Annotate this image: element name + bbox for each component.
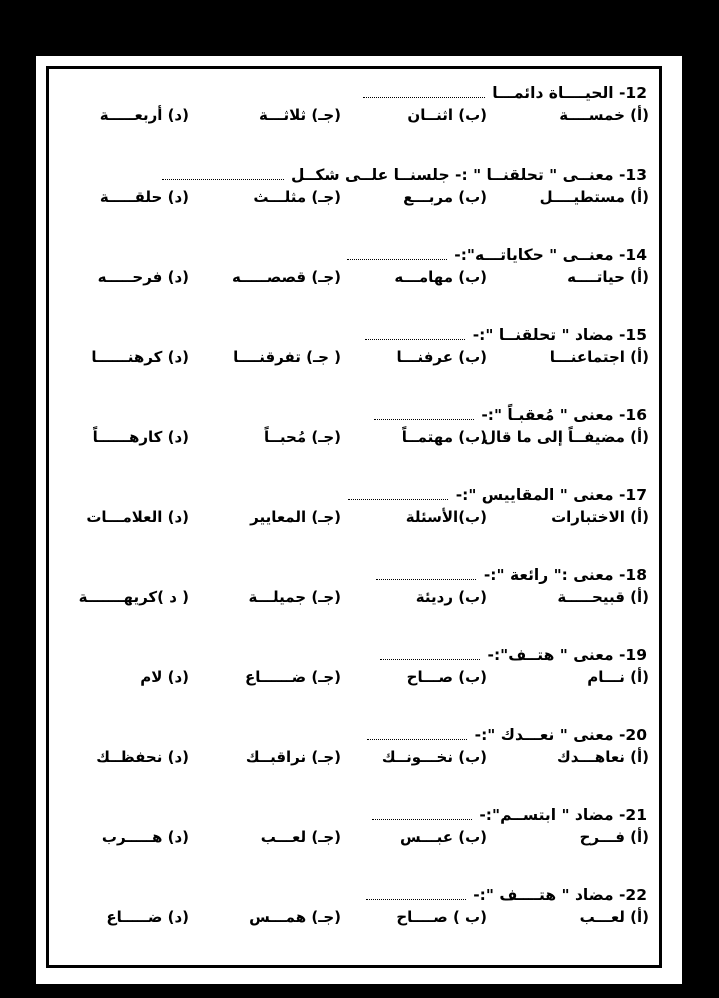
option-c[interactable]: (جـ) نراقبــك bbox=[245, 748, 341, 766]
answer-blank[interactable] bbox=[365, 325, 465, 340]
option-a[interactable]: (أ) نـــام bbox=[587, 668, 649, 686]
option-a[interactable]: (أ) اجتماعنـــا bbox=[549, 348, 649, 366]
option-b[interactable]: (ب) عرفنـــا bbox=[396, 348, 487, 366]
option-a[interactable]: (أ) مستطيــــل bbox=[539, 188, 649, 206]
option-d[interactable]: (د) حلقـــــة bbox=[99, 188, 189, 206]
option-c[interactable]: (جـ) لعـــب bbox=[260, 828, 341, 846]
option-c[interactable]: (جـ) جميلـــة bbox=[248, 588, 341, 606]
option-b[interactable]: (ب) مهتمــاً bbox=[401, 428, 487, 446]
answer-blank[interactable] bbox=[366, 885, 466, 900]
answer-blank[interactable] bbox=[380, 645, 480, 660]
option-b[interactable]: (ب ) صــــاح bbox=[396, 908, 487, 926]
option-b[interactable]: (ب) عبـــس bbox=[400, 828, 487, 846]
answer-blank[interactable] bbox=[348, 485, 448, 500]
option-b[interactable]: (ب) رديئة bbox=[415, 588, 487, 606]
option-c[interactable]: (جـ) همـــس bbox=[249, 908, 341, 926]
option-a[interactable]: (أ) الاختبارات bbox=[551, 508, 649, 526]
page-border bbox=[46, 66, 662, 968]
option-d[interactable]: (د) هـــــرب bbox=[101, 828, 189, 846]
answer-blank[interactable] bbox=[162, 165, 284, 180]
question-stem: 16- معنى " مُعقبـاً ":- bbox=[481, 406, 647, 424]
question-stem: 13- معنــى " تحلقنــا " :- جلسنــا علــى شكــل bbox=[290, 166, 647, 184]
answer-blank[interactable] bbox=[367, 725, 467, 740]
option-a[interactable]: (أ) فـــرح bbox=[579, 828, 649, 846]
answer-blank[interactable] bbox=[347, 245, 447, 260]
option-c[interactable]: (جـ) مثلـــث bbox=[253, 188, 341, 206]
question-stem: 14- معنــى " حكاياتـــه":- bbox=[454, 246, 647, 264]
answer-blank[interactable] bbox=[363, 83, 485, 98]
option-d[interactable]: (د) كرهنــــــا bbox=[91, 348, 189, 366]
option-d[interactable]: (د) لام bbox=[140, 668, 189, 686]
question-stem: 21- مضاد " ابتســم":- bbox=[479, 806, 647, 824]
answer-blank[interactable] bbox=[376, 565, 476, 580]
option-d[interactable]: (د) أربعـــــة bbox=[99, 106, 189, 124]
option-c[interactable]: (جـ) المعايير bbox=[250, 508, 341, 526]
option-c[interactable]: (جـ) ثلاثـــة bbox=[258, 106, 341, 124]
option-b[interactable]: (ب) نخـــونــك bbox=[381, 748, 487, 766]
question-stem: 15- مضاد " تحلقنــا ":- bbox=[472, 326, 647, 344]
question-stem: 17- معنى " المقاييس ":- bbox=[455, 486, 647, 504]
option-d[interactable]: (د) العلامـــات bbox=[86, 508, 189, 526]
answer-blank[interactable] bbox=[372, 805, 472, 820]
option-d[interactable]: (د) كارهــــــاً bbox=[92, 428, 189, 446]
option-a[interactable]: (أ) خمســــة bbox=[559, 106, 649, 124]
option-a[interactable]: (أ) مضيفــاً إلى ما قال bbox=[483, 428, 649, 446]
option-b[interactable]: (ب)الأسئلة bbox=[405, 508, 487, 526]
option-a[interactable]: (أ) قبيحـــــة bbox=[557, 588, 649, 606]
option-a[interactable]: (أ) لعـــب bbox=[579, 908, 649, 926]
option-d[interactable]: (د) فرحـــــه bbox=[97, 268, 189, 286]
option-b[interactable]: (ب) اثنــان bbox=[407, 106, 487, 124]
question-stem: 19- معنى " هتــف":- bbox=[487, 646, 647, 664]
option-b[interactable]: (ب) مهامـــه bbox=[394, 268, 487, 286]
option-c[interactable]: (جـ) مُحبــاً bbox=[264, 428, 341, 446]
option-d[interactable]: ( د )كريهـــــــة bbox=[78, 588, 189, 606]
worksheet-page bbox=[36, 56, 682, 984]
option-b[interactable]: (ب) صـــاح bbox=[406, 668, 487, 686]
option-c[interactable]: (جـ) قصصـــــه bbox=[232, 268, 341, 286]
question-stem: 12- الحيــــاة دائمـــا bbox=[492, 84, 647, 102]
option-d[interactable]: (د) نحفظــك bbox=[96, 748, 189, 766]
option-a[interactable]: (أ) حياتــــه bbox=[567, 268, 649, 286]
option-c[interactable]: (جـ) ضــــــاع bbox=[244, 668, 341, 686]
question-stem: 22- مضاد " هتــــف ":- bbox=[473, 886, 647, 904]
option-c[interactable]: ( جـ) تفرقنــــا bbox=[233, 348, 341, 366]
answer-blank[interactable] bbox=[374, 405, 474, 420]
option-a[interactable]: (أ) نعاهـــدك bbox=[557, 748, 649, 766]
question-stem: 20- معنى " نعـــدك ":- bbox=[474, 726, 647, 744]
option-b[interactable]: (ب) مربـــع bbox=[403, 188, 487, 206]
option-d[interactable]: (د) ضـــــاع bbox=[106, 908, 189, 926]
question-stem: 18- معنى :" رائعة ":- bbox=[483, 566, 647, 584]
